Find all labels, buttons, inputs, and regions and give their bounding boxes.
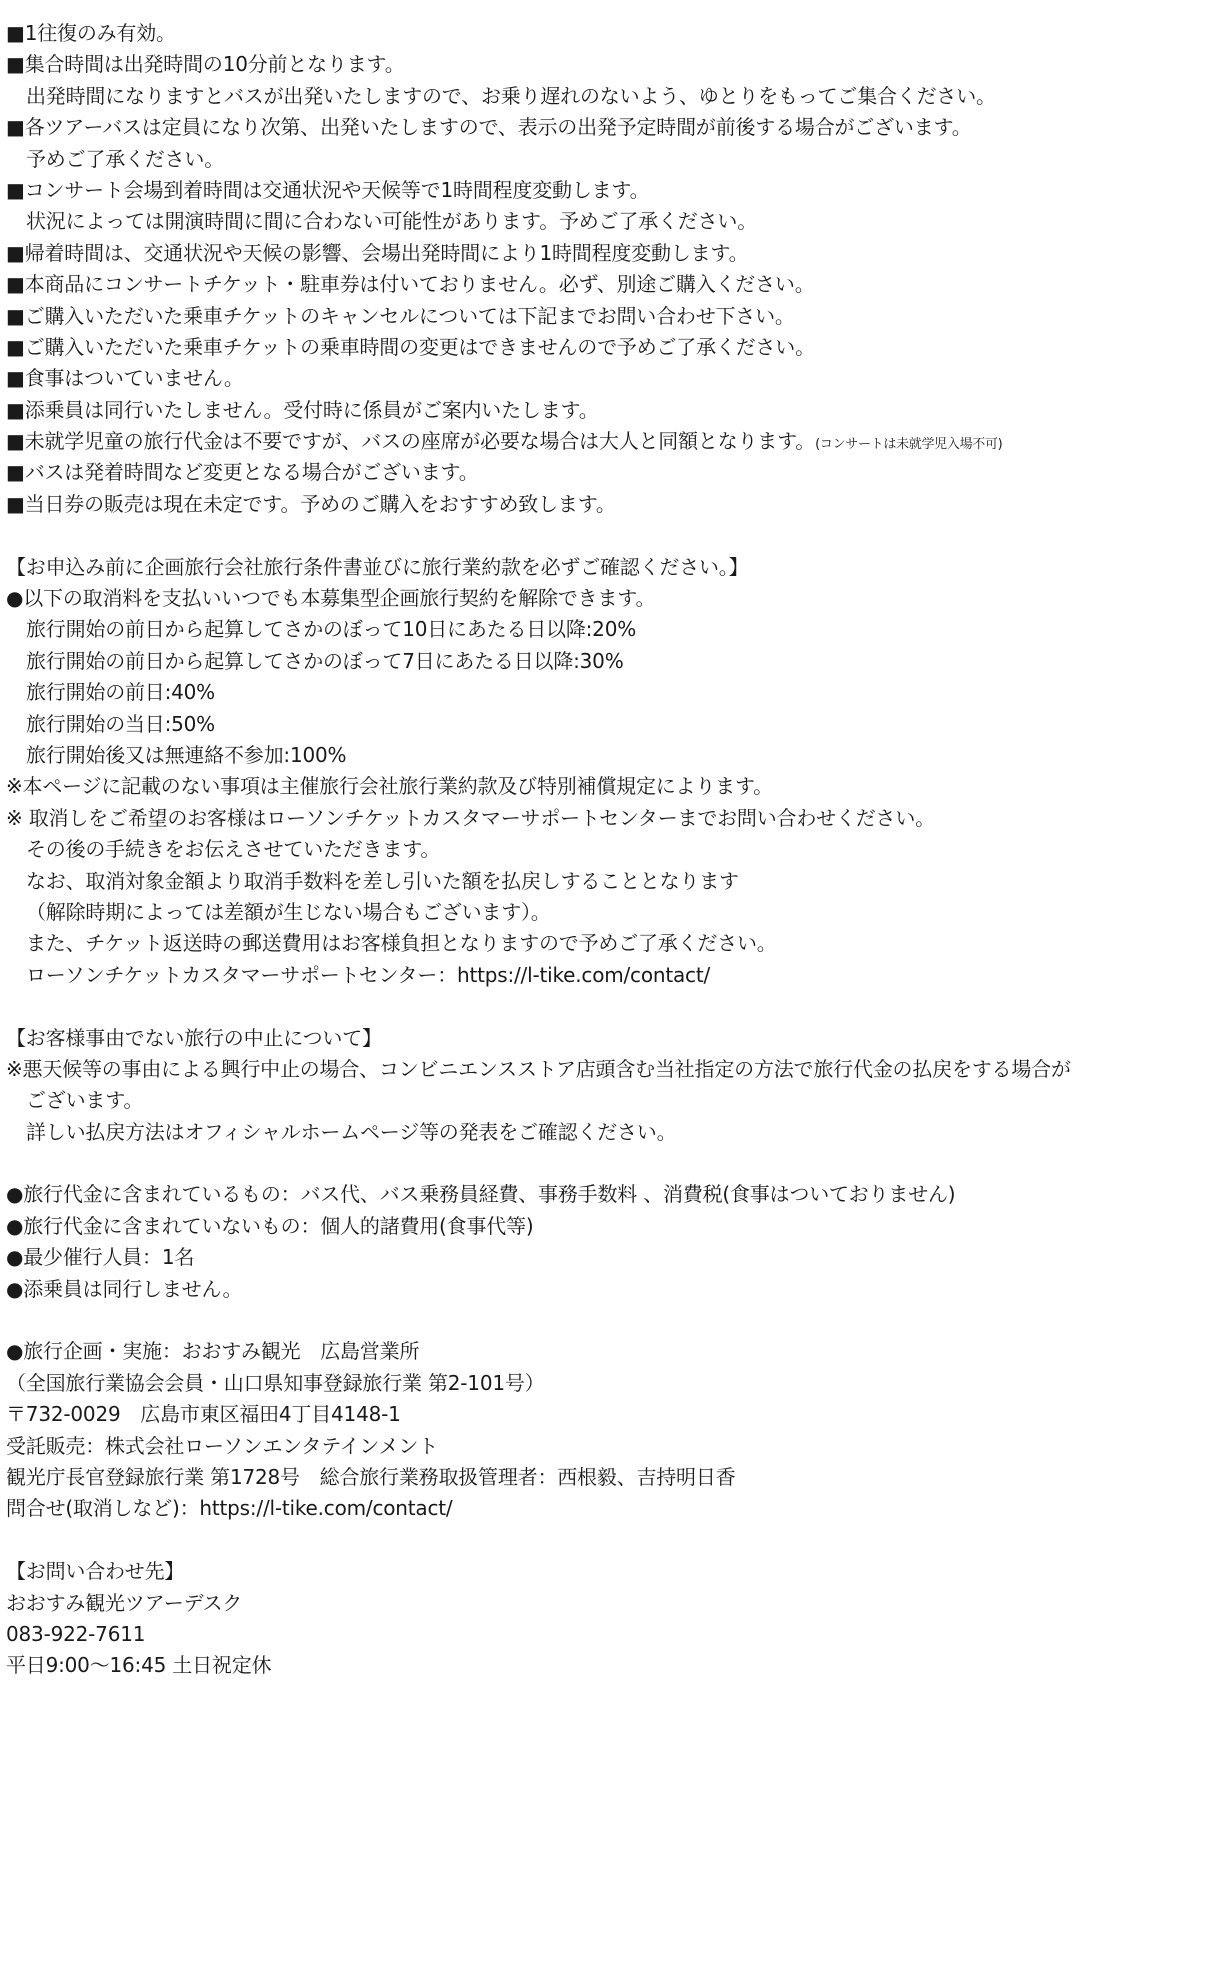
note-arrival-time: ■コンサート会場到着時間は交通状況や天候等で1時間程度変動します。: [6, 177, 650, 202]
note-same-day-tickets: ■当日券の販売は現在未定です。予めのご購入をおすすめ致します。: [6, 491, 616, 516]
cancel-fee-day-before: 旅行開始の前日:40%: [26, 680, 215, 705]
cancel-note-support: ※ 取消しをご希望のお客様はローソンチケットカスタマーサポートセンターまでお問い合わせください。: [6, 805, 935, 830]
note-departure-order: ■各ツアーバスは定員になり次第、出発いたしますので、表示の出発予定時間が前後する場合がございます。: [6, 115, 972, 140]
note-preschool-small: (コンサートは未就学児入場不可): [815, 437, 1003, 453]
note-cancellation-inquiry: ■ご購入いただいた乗車チケットのキャンセルについては下記までお問い合わせ下さい。: [6, 303, 795, 328]
note-gathering-time: ■集合時間は出発時間の10分前となります。: [6, 52, 405, 77]
contact-desk: おおすみ観光ツアーデスク: [6, 1590, 243, 1615]
cancel-fee-7days: 旅行開始の前日から起算してさかのぼって7日にあたる日以降:30%: [26, 648, 624, 673]
contact-phone: 083-922-7611: [6, 1621, 146, 1646]
cancel-fee-same-day: 旅行開始の当日:50%: [26, 711, 215, 736]
spacer: [6, 1525, 1204, 1556]
suspension-line-2: 詳しい払戻方法はオフィシャルホームページ等の発表をご確認ください。: [26, 1119, 677, 1144]
note-gathering-detail: 出発時間になりますとバスが出発いたしますので、お乗り遅れのないよう、ゆとりをもってご集合ください。: [26, 83, 996, 108]
suspension-line-1b: ございます。: [26, 1088, 144, 1113]
contact-heading: 【お問い合わせ先】: [6, 1559, 185, 1584]
cancel-fee-10days: 旅行開始の前日から起算してさかのぼって10日にあたる日以降:20%: [26, 617, 637, 642]
cancel-intro: ●以下の取消料を支払いいつでも本募集型企画旅行契約を解除できます。: [6, 586, 656, 611]
suspension-heading: 【お客様事由でない旅行の中止について】: [6, 1025, 382, 1050]
note-no-time-change: ■ご購入いただいた乗車チケットの乗車時間の変更はできませんので予めご了承ください。: [6, 334, 815, 359]
company-association: （全国旅行業協会会員・山口県知事登録旅行業 第2-101号）: [6, 1370, 545, 1395]
cancel-fee-no-show: 旅行開始後又は無連絡不参加:100%: [26, 742, 347, 767]
note-tickets-not-included: ■本商品にコンサートチケット・駐車券は付いておりません。必ず、別途ご購入ください。: [6, 272, 815, 297]
cancel-note-regulations: ※本ページに記載のない事項は主催旅行会社旅行業約款及び特別補償規定によります。: [6, 774, 773, 799]
conductor-note: ●添乗員は同行しません。: [6, 1276, 243, 1301]
cancel-note-refund: なお、取消対象金額より取消手数料を差し引いた額を払戻しすることとなります: [26, 868, 739, 893]
note-return-time: ■帰着時間は、交通状況や天候の影響、会場出発時間により1時間程度変動します。: [6, 240, 749, 265]
spacer: [6, 1305, 1204, 1336]
spacer: [6, 991, 1204, 1022]
note-schedule-change: ■バスは発着時間など変更となる場合がございます。: [6, 460, 479, 485]
note-no-conductor: ■添乗員は同行いたしません。受付時に係員がご案内いたします。: [6, 397, 599, 422]
company-seller: 受託販売：株式会社ローソンエンタテインメント: [6, 1433, 438, 1458]
cancel-note-postage: また、チケット返送時の郵送費用はお客様負担となりますので予めご了承ください。: [26, 931, 777, 956]
note-preschool-children: [6, 426, 1204, 457]
note-departure-ack: 予めご了承ください。: [26, 146, 224, 171]
company-inquiry: 問合せ(取消しなど)：https://l-tike.com/contact/: [6, 1496, 453, 1521]
minimum-participants: ●最少催行人員：1名: [6, 1245, 195, 1270]
note-preschool-main: ■未就学児童の旅行代金は不要ですが、バスの座席が必要な場合は大人と同額となります。: [6, 429, 816, 454]
cancel-note-procedure: その後の手続きをお伝えさせていただきます。: [26, 837, 441, 862]
company-registration: 観光庁長官登録旅行業 第1728号 総合旅行業務取扱管理者：西根毅、吉持明日香: [6, 1464, 736, 1489]
cancel-note-support-url: ローソンチケットカスタマーサポートセンター：https://l-tike.com/contact/: [26, 962, 711, 987]
suspension-line-1: ※悪天候等の事由による興行中止の場合、コンビニエンスストア店頭含む当社指定の方法で旅行代金の払戻をする場合が: [6, 1056, 1071, 1081]
note-round-trip: ■1往復のみ有効。: [6, 21, 176, 45]
company-address: 〒732-0029 広島市東区福田4丁目4148-1: [6, 1402, 401, 1427]
note-no-meals: ■食事はついていません。: [6, 366, 244, 391]
cancel-heading: 【お申込み前に企画旅行会社旅行条件書並びに旅行業約款を必ずご確認ください。】: [6, 554, 749, 579]
spacer: [6, 520, 1204, 551]
spacer: [6, 1148, 1204, 1179]
fee-included: ●旅行代金に含まれているもの：バス代、バス乗務員経費、事務手数料 、消費税(食事はついておりません): [6, 1182, 956, 1207]
note-arrival-detail: 状況によっては開演時間に間に合わない可能性があります。予めご了承ください。: [26, 209, 757, 234]
company-planner: ●旅行企画・実施：おおすみ観光 広島営業所: [6, 1339, 420, 1364]
fee-excluded: ●旅行代金に含まれていないもの：個人的諸費用(食事代等): [6, 1213, 534, 1238]
contact-hours: 平日9:00〜16:45 土日祝定休: [6, 1653, 272, 1678]
tour-terms-document: [6, 18, 1204, 1682]
cancel-note-refund-exception: （解除時期によっては差額が生じない場合もございます）。: [26, 899, 551, 924]
